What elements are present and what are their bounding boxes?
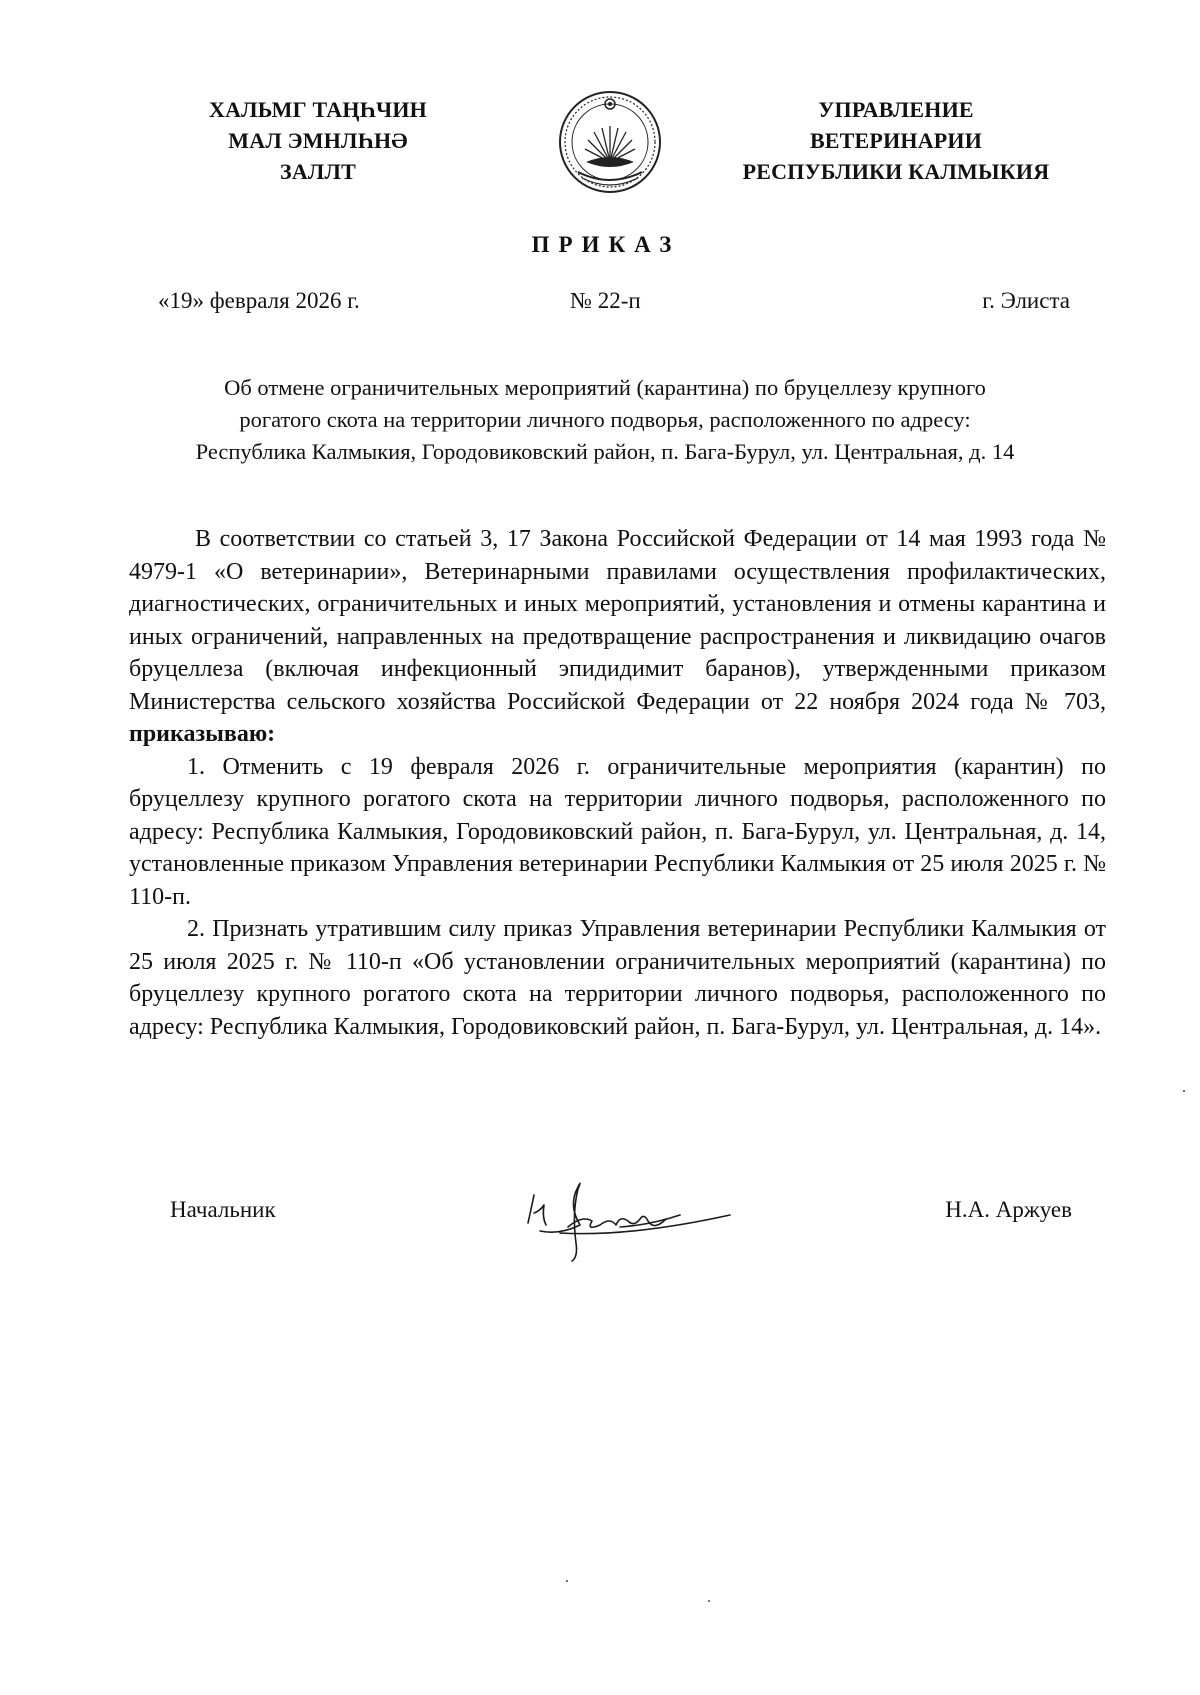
handwritten-signature-icon [520, 1165, 740, 1265]
header-org-kalmyk [188, 94, 448, 187]
order-word: приказываю: [129, 721, 276, 747]
header-left-line-1: ХАЛЬМГ ТАҢҺЧИН [209, 97, 427, 122]
kalmykia-emblem-icon [556, 88, 664, 196]
document-type: ПРИКАЗ [531, 232, 681, 257]
document-subject [120, 372, 1090, 468]
signatory-position: Начальник [170, 1197, 276, 1222]
document-body [129, 523, 1106, 1043]
header-left-line-3: ЗАЛЛТ [280, 159, 356, 184]
scan-dot [708, 1600, 710, 1602]
signatory-name: Н.А. Аржуев [945, 1197, 1072, 1222]
document-date: «19» февраля 2026 г. [158, 288, 360, 313]
order-item-1: 1. Отменить с 19 февраля 2026 г. ограничительные мероприятия (карантин) по бруцеллезу крупного рогатого скота на территории личного подворья, расположенного по адресу: Республика Калмыкия, Городовиковский район, п. Бага-Бурул, ул. Центральная, д. 14, установленные приказом Управления ветеринарии Республики Калмыкия от 25 июля 2025 г. № 110-п. [129, 753, 1106, 910]
header-right-line-1: УПРАВЛЕНИЕ [818, 97, 974, 122]
header-right-line-3: РЕСПУБЛИКИ КАЛМЫКИЯ [742, 159, 1050, 184]
order-item-2: 2. Признать утратившим силу приказ Управления ветеринарии Республики Калмыкия от 25 июля 2025 г. № 110-п «Об установлении ограничительных мероприятий (карантина) по бруцеллезу крупного рогатого скота на территории личного подворья, расположенного по адресу: Республика Калмыкия, Городовиковский район, п. Бага-Бурул, ул. Центральная, д. 14». [129, 916, 1106, 1040]
document-city: г. Элиста [982, 288, 1070, 313]
scan-dot [566, 1580, 568, 1582]
header-left-line-2: МАЛ ЭМНЛҺНӘ [228, 128, 408, 153]
preamble-paragraph [129, 523, 1106, 751]
header-org-russian [726, 94, 1066, 187]
scan-dot [1183, 1090, 1185, 1092]
document-number: № 22-п [570, 288, 641, 313]
header-right-line-2: ВЕТЕРИНАРИИ [809, 128, 983, 153]
preamble-text: В соответствии со статьей 3, 17 Закона Российской Федерации от 14 мая 1993 года № 4979-1 «О ветеринарии», Ветеринарными правилами осуществления профилактических, диагностических, ограничительных и иных мероприятий, установления и отмены карантина и иных ограничений, направленных на предотвращение распространения и ликвидацию очагов бруцеллеза (включая инфекционный эпидидимит баранов), утвержденными приказом Министерства сельского хозяйства Российской Федерации от 22 ноября 2024 года № 703, [129, 526, 1106, 715]
subject-line-1: Об отмене ограничительных мероприятий (карантина) по бруцеллезу крупного [224, 375, 986, 400]
subject-line-2: рогатого скота на территории личного подворья, расположенного по адресу: [239, 407, 971, 432]
subject-line-3: Республика Калмыкия, Городовиковский район, п. Бага-Бурул, ул. Центральная, д. 14 [195, 439, 1015, 464]
